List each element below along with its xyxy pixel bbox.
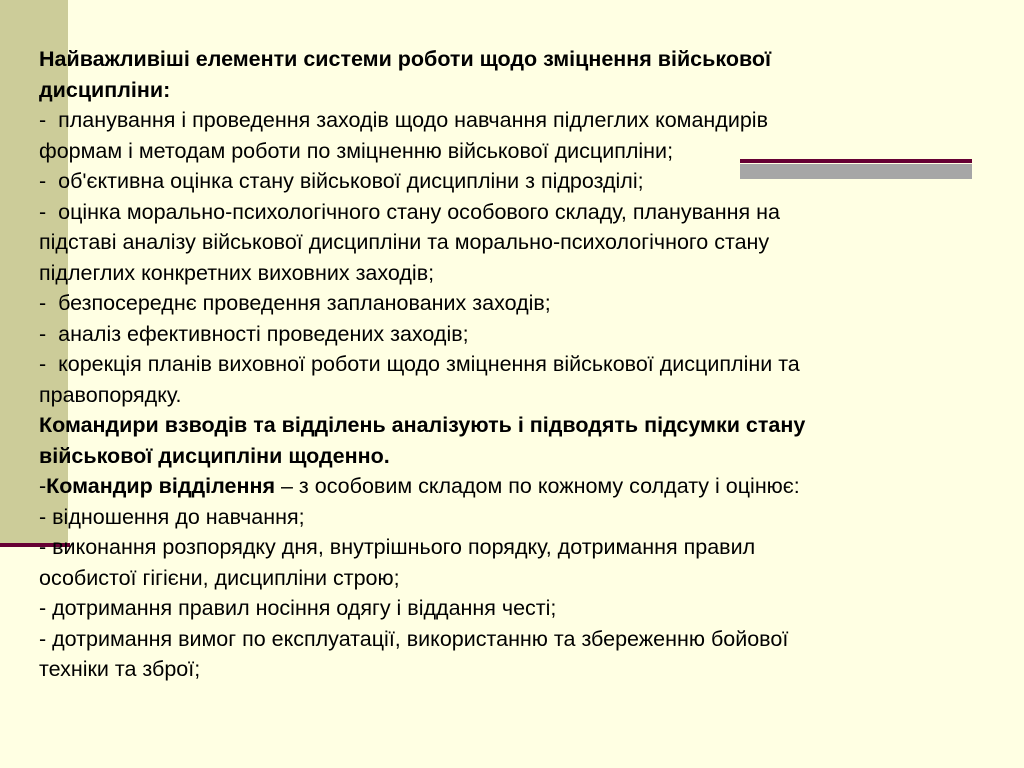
list-item: - об'єктивна оцінка стану військової дисципліни з підрозділі; <box>39 169 644 193</box>
list-item: правопорядку. <box>39 382 182 407</box>
list-item: особистої гігієни, дисципліни строю; <box>39 565 400 590</box>
list-item: формам і методам роботи по зміцненню військової дисципліни; <box>39 138 674 163</box>
section-prefix: - <box>39 474 47 498</box>
list-item: підставі аналізу військової дисципліни та морально-психологічного стану <box>39 230 770 254</box>
list-item: - дотримання правил носіння одягу і віддання честі; <box>39 596 557 620</box>
slide-body <box>39 44 969 685</box>
heading-line-1: Найважливіші елементи системи роботи щодо зміцнення військової <box>39 47 772 71</box>
list-item: - корекція планів виховної роботи щодо зміцнення військової дисципліни та <box>39 352 800 376</box>
list-item: підлеглих конкретних виховних заходів; <box>39 260 435 285</box>
list-item: - аналіз ефективності проведених заходів; <box>39 321 469 346</box>
section-commander-text: – з особовим складом по кожному солдату і оцінює: <box>275 474 800 498</box>
commanders-line-2: військової дисципліни щоденно. <box>39 443 390 468</box>
heading-line-2: дисципліни: <box>39 77 171 102</box>
section-commander-line <box>39 471 969 502</box>
list-item: - відношення до навчання; <box>39 504 305 529</box>
section-commander-title: Командир відділення <box>46 474 275 498</box>
list-item: - дотримання вимог по експлуатації, використанню та збереженню бойової <box>39 626 789 651</box>
list-item: - виконання розпорядку дня, внутрішнього порядку, дотримання правил <box>39 535 756 559</box>
list-item: техніки та зброї; <box>39 657 201 681</box>
commanders-line-1: Командири взводів та відділень аналізують і підводять підсумки стану <box>39 413 806 437</box>
list-item: - оцінка морально-психологічного стану особового складу, планування на <box>39 199 780 224</box>
list-item: - планування і проведення заходів щодо навчання підлеглих командирів <box>39 108 768 132</box>
list-item: - безпосереднє проведення запланованих заходів; <box>39 291 551 315</box>
